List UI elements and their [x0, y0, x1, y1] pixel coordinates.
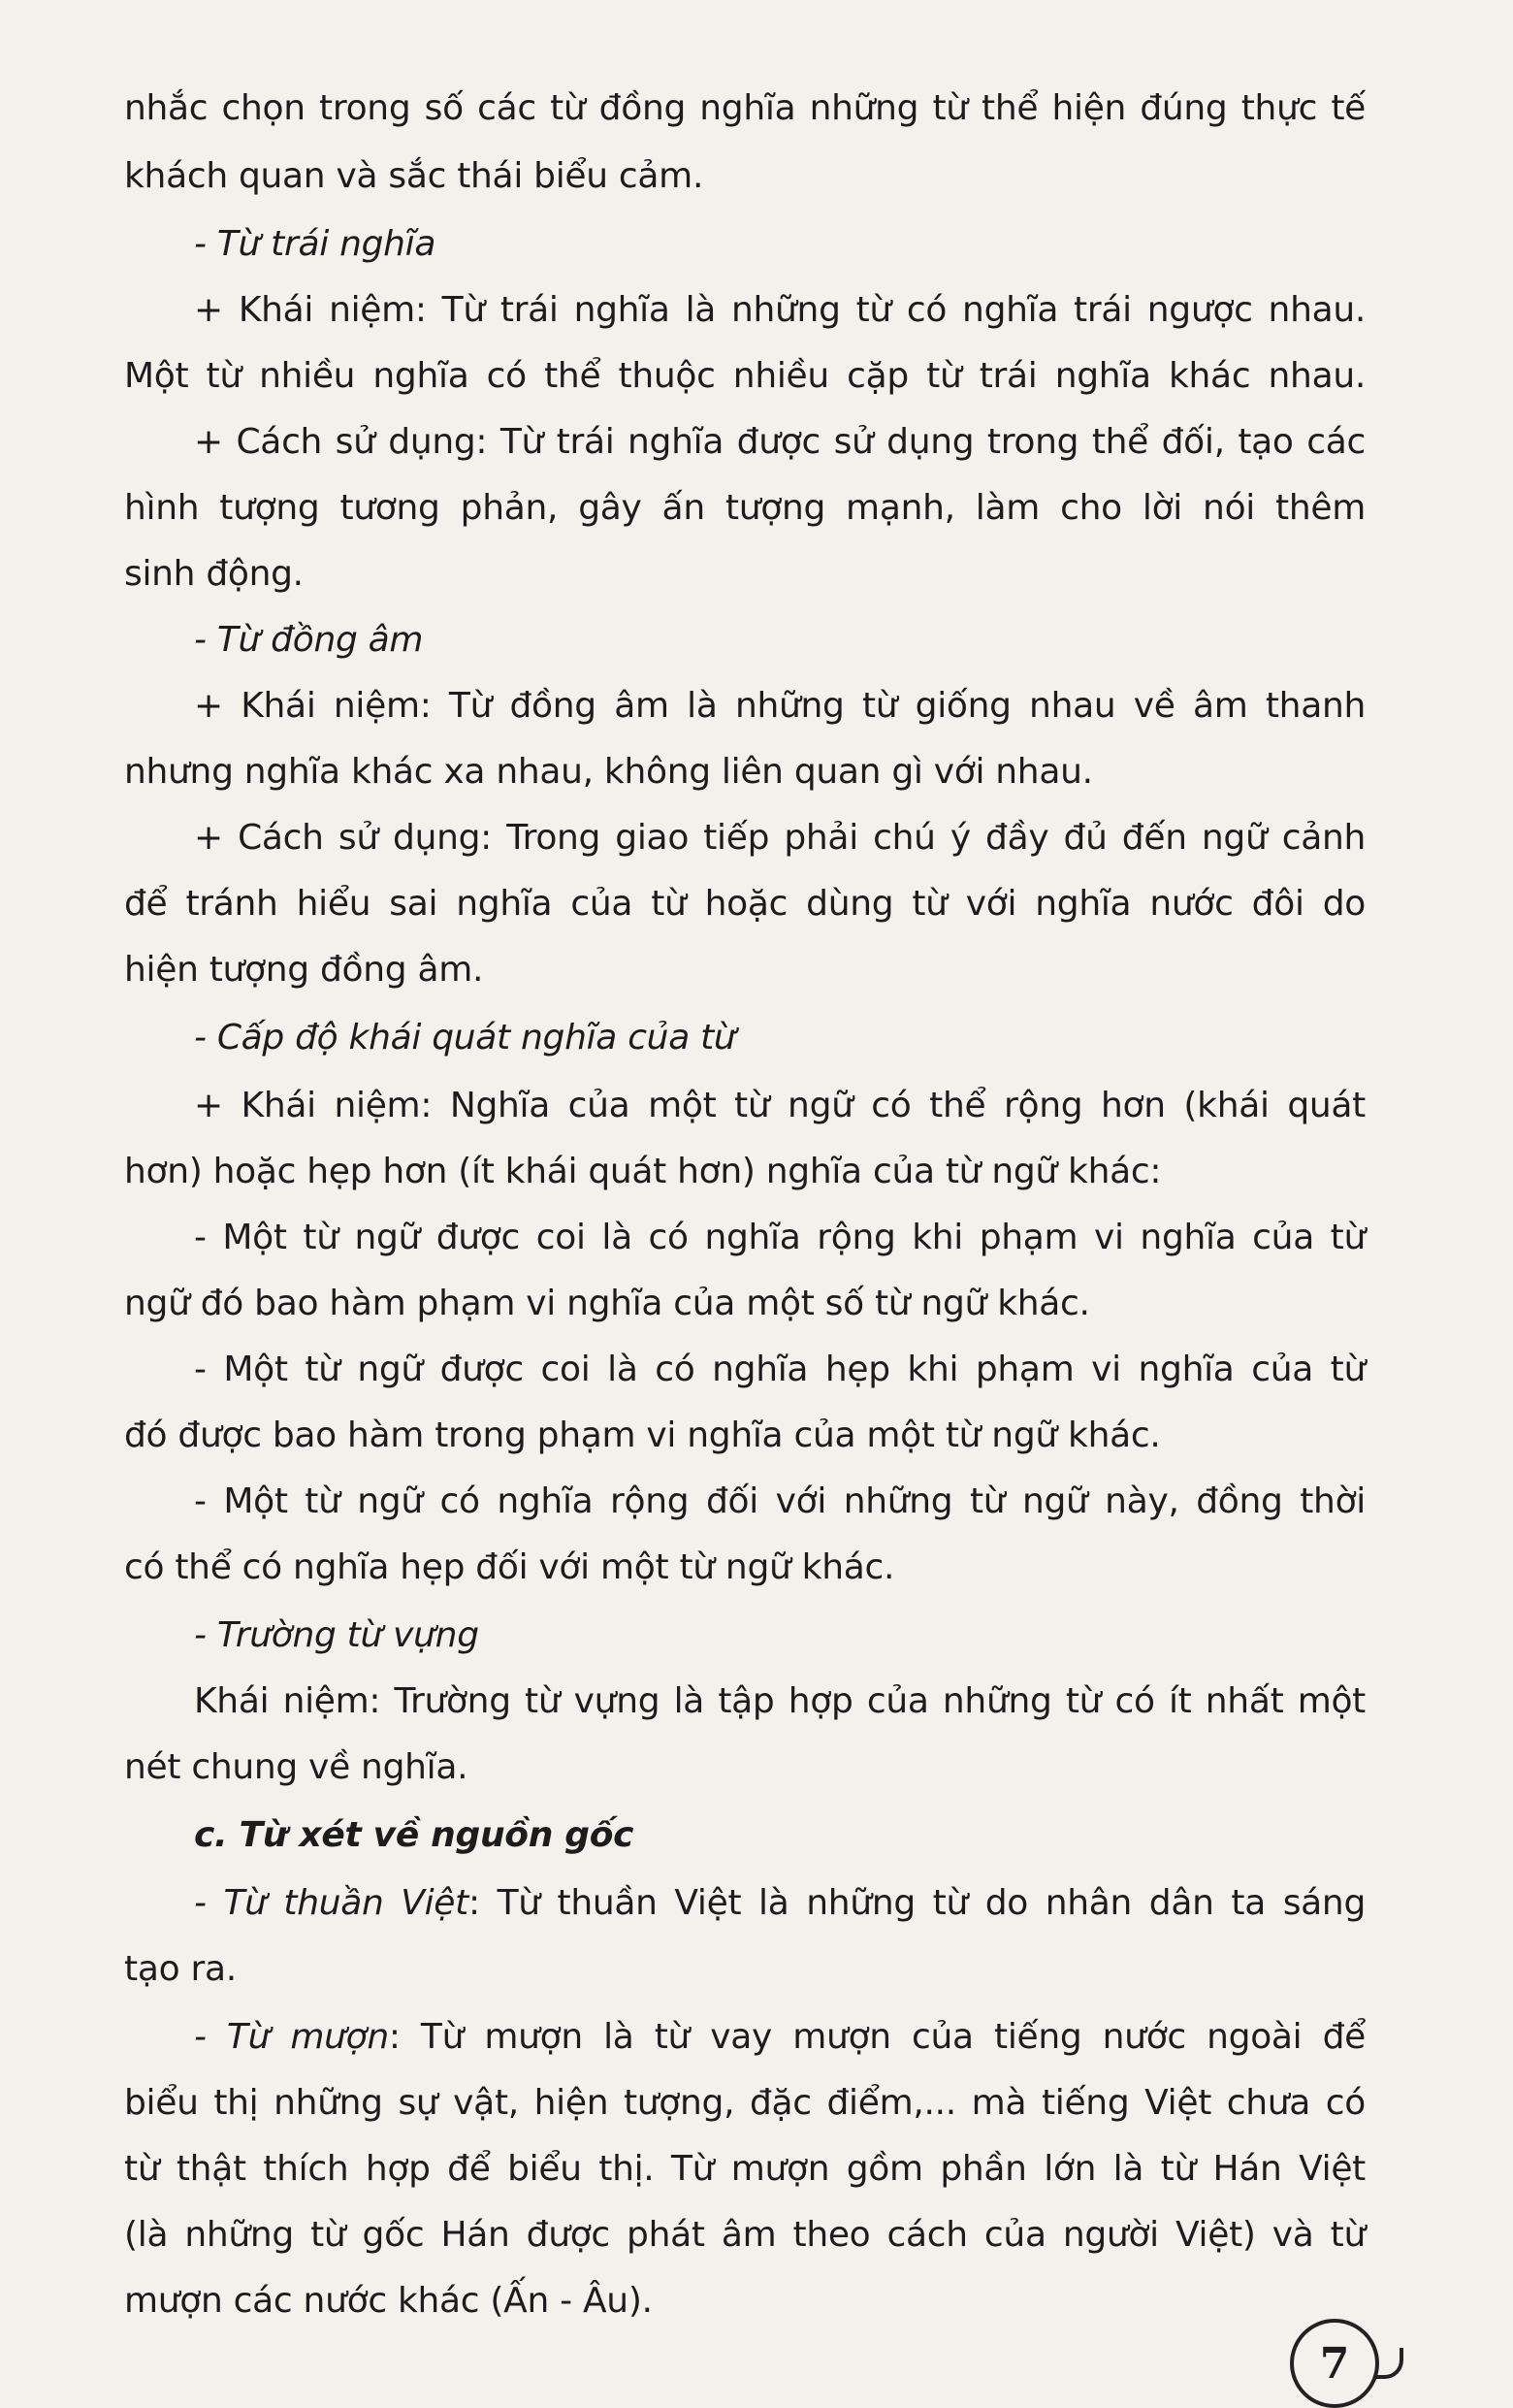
- text-line: Một từ nhiều nghĩa có thể thuộc nhiều cặp từ trái nghĩa khác nhau.: [124, 356, 1366, 396]
- text-line: khách quan và sắc thái biểu cảm.: [124, 156, 704, 196]
- subheading-truong-tu-vung: - Trường từ vựng: [194, 1615, 479, 1655]
- text-line: hiện tượng đồng âm.: [124, 950, 484, 990]
- text-line-thuan-viet: [194, 1874, 1366, 1933]
- text-line: (là những từ gốc Hán được phát âm theo cách của người Việt) và từ: [124, 2215, 1366, 2255]
- text-line: nét chung về nghĩa.: [124, 1747, 468, 1787]
- text-line: mượn các nước khác (Ấn - Âu).: [124, 2281, 653, 2321]
- term-thuan-viet: - Từ thuần Việt: [194, 1883, 468, 1923]
- text-line: tạo ra.: [124, 1949, 237, 1989]
- text-line: - Một từ ngữ được coi là có nghĩa rộng khi phạm vi nghĩa của từ: [194, 1218, 1366, 1257]
- section-heading-nguon-goc: c. Từ xét về nguồn gốc: [194, 1815, 634, 1855]
- text-line: để tránh hiểu sai nghĩa của từ hoặc dùng từ với nghĩa nước đôi do: [124, 884, 1366, 924]
- text-line-tu-muon: [194, 2008, 1366, 2066]
- term-tu-muon: - Từ mượn: [194, 2017, 389, 2057]
- text-line: + Khái niệm: Từ đồng âm là những từ giống nhau về âm thanh: [194, 686, 1366, 726]
- text-line: - Một từ ngữ được coi là có nghĩa hẹp khi phạm vi nghĩa của từ: [194, 1350, 1366, 1389]
- text-line: biểu thị những sự vật, hiện tượng, đặc điểm,... mà tiếng Việt chưa có: [124, 2083, 1366, 2123]
- subheading-cap-do-khai-quat: - Cấp độ khái quát nghĩa của từ: [194, 1018, 736, 1058]
- text-line: + Cách sử dụng: Từ trái nghĩa được sử dụng trong thể đối, tạo các: [194, 422, 1366, 462]
- text-line: sinh động.: [124, 554, 304, 594]
- text-fragment: : Từ mượn là từ vay mượn của tiếng nước ngoài để: [388, 2017, 1366, 2057]
- text-line: ngữ đó bao hàm phạm vi nghĩa của một số từ ngữ khác.: [124, 1284, 1090, 1323]
- text-line: nhắc chọn trong số các từ đồng nghĩa những từ thể hiện đúng thực tế: [124, 88, 1366, 128]
- text-line: + Khái niệm: Nghĩa của một từ ngữ có thể rộng hơn (khái quát: [194, 1086, 1366, 1125]
- text-line: đó được bao hàm trong phạm vi nghĩa của một từ ngữ khác.: [124, 1416, 1161, 1455]
- text-fragment: : Từ thuần Việt là những từ do nhân dân ta sáng: [467, 1883, 1367, 1923]
- text-line: từ thật thích hợp để biểu thị. Từ mượn gồm phần lớn là từ Hán Việt: [124, 2149, 1366, 2189]
- text-line: + Khái niệm: Từ trái nghĩa là những từ có nghĩa trái ngược nhau.: [194, 290, 1366, 330]
- text-line: có thể có nghĩa hẹp đối với một từ ngữ khác.: [124, 1547, 895, 1587]
- text-line: hơn) hoặc hẹp hơn (ít khái quát hơn) nghĩa của từ ngữ khác:: [124, 1152, 1162, 1191]
- page-number: 7: [1290, 2319, 1379, 2408]
- text-line: Khái niệm: Trường từ vựng là tập hợp của những từ có ít nhất một: [194, 1681, 1366, 1721]
- text-line: hình tượng tương phản, gây ấn tượng mạnh, làm cho lời nói thêm: [124, 488, 1366, 528]
- subheading-trai-nghia: - Từ trái nghĩa: [194, 224, 436, 264]
- subheading-dong-am: - Từ đồng âm: [194, 620, 424, 660]
- text-line: - Một từ ngữ có nghĩa rộng đối với những từ ngữ này, đồng thời: [194, 1481, 1366, 1521]
- text-line: nhưng nghĩa khác xa nhau, không liên quan gì với nhau.: [124, 752, 1093, 792]
- text-line: + Cách sử dụng: Trong giao tiếp phải chú ý đầy đủ đến ngữ cảnh: [194, 818, 1366, 858]
